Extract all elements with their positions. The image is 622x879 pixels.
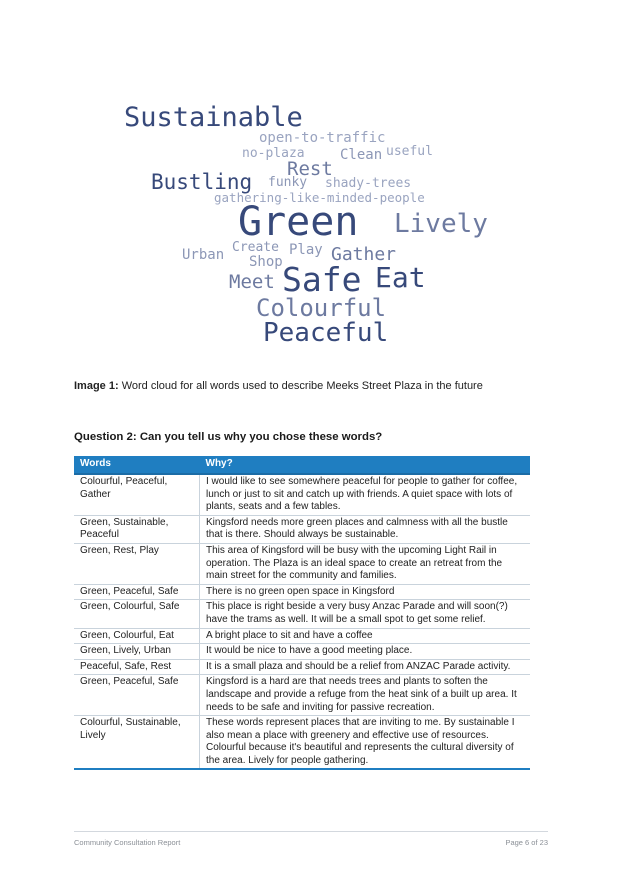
words-cell: Peaceful, Safe, Rest	[74, 659, 200, 675]
responses-table	[74, 456, 530, 770]
caption-label: Image 1:	[74, 380, 119, 392]
words-cell: Green, Colourful, Eat	[74, 628, 200, 644]
cloud-word: gathering-like-minded-people	[214, 190, 425, 205]
why-cell: There is no green open space in Kingsford	[200, 584, 531, 600]
image-caption	[74, 380, 554, 392]
cloud-word: Safe	[282, 260, 362, 299]
cloud-word: Peaceful	[263, 318, 389, 348]
table-row	[74, 600, 530, 628]
cloud-word: funky	[268, 175, 308, 190]
table-row	[74, 584, 530, 600]
words-cell: Green, Sustainable, Peaceful	[74, 515, 200, 543]
header-why: Why?	[200, 456, 531, 474]
table-row	[74, 644, 530, 660]
cloud-word: Gather	[331, 244, 397, 265]
table-row	[74, 659, 530, 675]
table-row	[74, 628, 530, 644]
why-cell: It would be nice to have a good meeting place.	[200, 644, 531, 660]
table-row	[74, 716, 530, 770]
words-cell: Green, Lively, Urban	[74, 644, 200, 660]
cloud-word: Play	[289, 242, 323, 258]
cloud-word: Sustainable	[124, 102, 303, 133]
cloud-word: Eat	[375, 261, 426, 294]
table-row	[74, 675, 530, 716]
cloud-word: useful	[386, 144, 433, 159]
cloud-word: Meet	[229, 271, 275, 293]
why-cell: Kingsford is a hard are that needs trees and plants to soften the landscape and provide a refuge from the heat sink of a built up area. It needs to be safe and inviting for passive recreation.	[200, 675, 531, 716]
cloud-word: no-plaza	[242, 146, 305, 161]
cloud-word: Create	[232, 240, 279, 255]
footer-report-title: Community Consultation Report	[74, 838, 181, 847]
cloud-word: Shop	[249, 254, 283, 270]
cloud-word: Clean	[340, 147, 383, 163]
words-cell: Colourful, Sustainable, Lively	[74, 716, 200, 770]
why-cell: A bright place to sit and have a coffee	[200, 628, 531, 644]
cloud-word: shady-trees	[325, 176, 412, 191]
words-cell: Green, Colourful, Safe	[74, 600, 200, 628]
cloud-word: Rest	[287, 158, 333, 180]
table-row	[74, 543, 530, 584]
why-cell: This place is right beside a very busy Anzac Parade and will soon(?) have the trams as well. It will be a small spot to get some relief.	[200, 600, 531, 628]
header-words: Words	[74, 456, 200, 474]
why-cell: It is a small plaza and should be a relief from ANZAC Parade activity.	[200, 659, 531, 675]
why-cell: This area of Kingsford will be busy with the upcoming Light Rail in operation. The Plaza is an ideal space to create an retreat from the main street for the community and families.	[200, 543, 531, 584]
why-cell: Kingsford needs more green places and calmness with all the bustle that is there. Should always be sustainable.	[200, 515, 531, 543]
question-heading: Question 2: Can you tell us why you chose these words?	[74, 431, 383, 443]
why-cell: These words represent places that are inviting to me. By sustainable I also mean a place with greenery and effective use of resources. Colourful because it's beautiful and represents the cultural diversity of the area. Lively for people gathering.	[200, 716, 531, 770]
cloud-word: Urban	[182, 247, 225, 263]
words-cell: Green, Peaceful, Safe	[74, 584, 200, 600]
footer-page-number: Page 6 of 23	[505, 838, 548, 847]
table-row	[74, 474, 530, 515]
table-header-row	[74, 456, 530, 474]
cloud-word: open-to-traffic	[259, 130, 386, 146]
words-cell: Green, Peaceful, Safe	[74, 675, 200, 716]
cloud-word: Bustling	[151, 170, 253, 194]
footer-divider	[74, 831, 548, 832]
table-row	[74, 515, 530, 543]
cloud-word: Colourful	[256, 294, 387, 322]
words-cell: Colourful, Peaceful, Gather	[74, 474, 200, 515]
cloud-word: Lively	[394, 209, 488, 239]
cloud-word: Green	[238, 199, 359, 245]
word-cloud	[0, 0, 622, 360]
why-cell: I would like to see somewhere peaceful for people to gather for coffee, lunch or just to sit and catch up with friends. A quiet space with lots of plants, seats and a few tables.	[200, 474, 531, 515]
words-cell: Green, Rest, Play	[74, 543, 200, 584]
caption-text: Word cloud for all words used to describe Meeks Street Plaza in the future	[118, 380, 483, 392]
